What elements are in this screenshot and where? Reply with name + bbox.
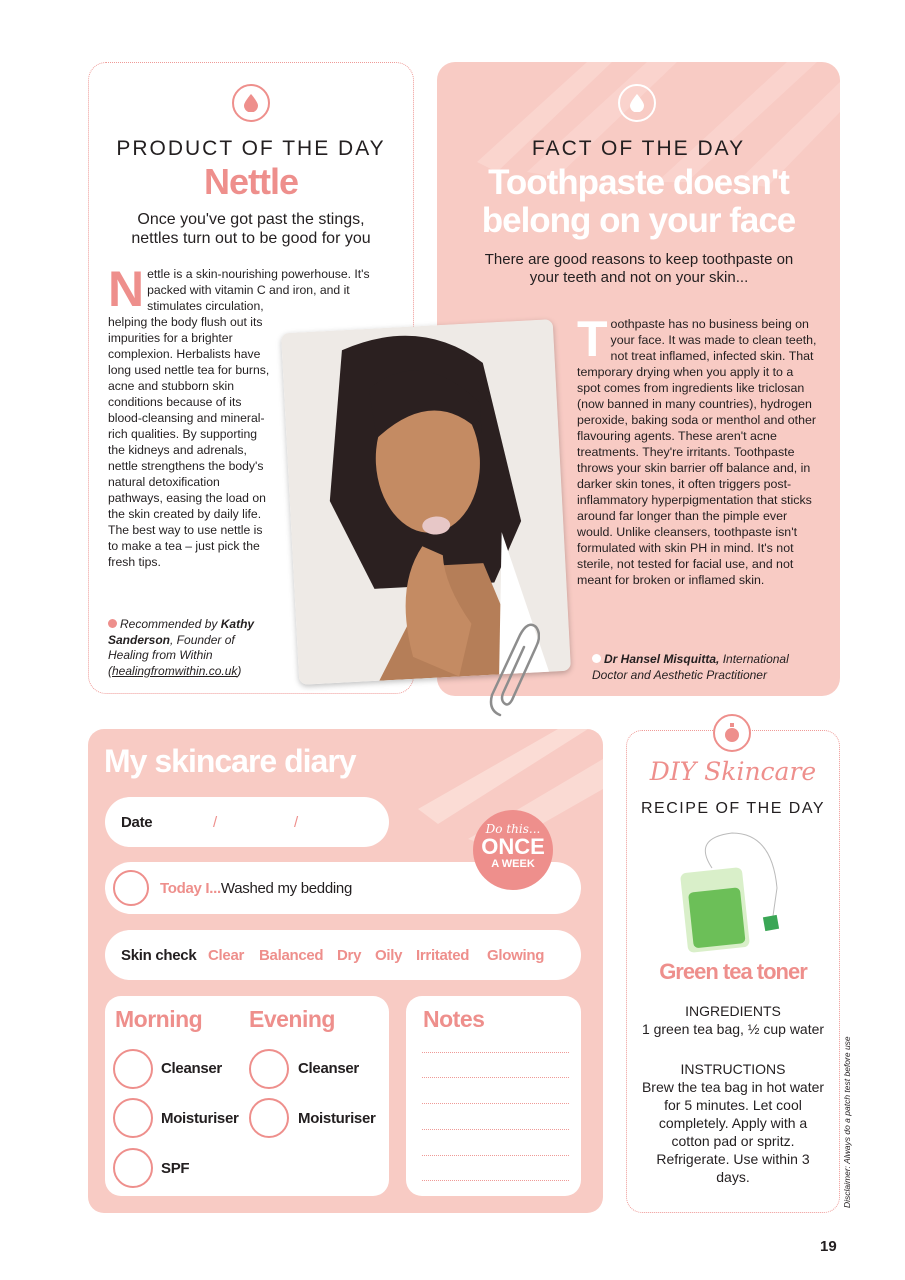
morning-item: SPF — [161, 1160, 190, 1177]
evening-cleanser-checkbox[interactable] — [249, 1049, 289, 1089]
fact-deck: There are good reasons to keep toothpaste on your teeth and not on your skin... — [484, 251, 794, 286]
skin-option-oily[interactable]: Oily — [375, 947, 403, 964]
fact-body — [577, 311, 819, 588]
paperclip-icon — [480, 615, 540, 725]
bullet-dot-icon — [108, 619, 117, 628]
instructions-label: INSTRUCTIONS — [680, 1061, 786, 1077]
today-value: Washed my bedding — [220, 880, 352, 897]
droplet-icon — [232, 84, 270, 122]
badge-line3: A WEEK — [491, 858, 535, 870]
date-separator: / — [213, 814, 218, 831]
evening-item: Moisturiser — [298, 1110, 376, 1127]
product-dropcap: N — [108, 261, 145, 317]
instructions-text: Brew the tea bag in hot water for 5 minutes. Let cool completely. Apply with a cotton pad or spritz. Refrigerate. Use within 3 days. — [641, 1079, 825, 1185]
fact-title-line1: Toothpaste doesn't — [488, 163, 789, 202]
product-kicker: PRODUCT OF THE DAY — [116, 137, 386, 160]
morning-item: Moisturiser — [161, 1110, 239, 1127]
today-checkbox[interactable] — [113, 870, 149, 906]
notes-heading: Notes — [423, 1006, 485, 1032]
note-line — [422, 1103, 569, 1104]
fact-title-line2: belong on your face — [481, 201, 796, 240]
recipe-kicker: RECIPE OF THE DAY — [640, 800, 826, 817]
note-line — [422, 1077, 569, 1078]
fact-dropcap: T — [577, 311, 608, 367]
once-a-week-badge — [473, 810, 553, 890]
product-deck: Once you've got past the stings, nettles turn out to be good for you — [131, 211, 371, 247]
today-text — [160, 880, 352, 897]
diary-title: My skincare diary — [104, 743, 356, 779]
bullet-dot-icon — [592, 654, 601, 663]
product-title: Nettle — [203, 161, 299, 202]
fact-kicker: FACT OF THE DAY — [531, 137, 746, 160]
fact-body-text: oothpaste has no business being on your face. It was made to clean teeth, not treat inflamed, infected skin. That temporary drying when you apply it to a spot comes from ingredients like triclosan (now banned in many countries), hydrogen peroxide, baking soda or menthol and other flavouring agents. These aren't acne treatments. They're irritants. Toothpaste throws your skin barrier off balance and, in darker skin tones, it often triggers post-inflammatory hyperpigmentation that sticks around far longer than the pimple ever would. Unlike cleansers, toothpaste isn't formulated with skin PH in mind. It's not sterile, not tested for facial use, and not meant for broken or inflamed skin. — [577, 317, 817, 587]
skin-option-dry[interactable]: Dry — [337, 947, 362, 964]
droplet-icon — [618, 84, 656, 122]
evening-heading: Evening — [249, 1006, 335, 1032]
perfume-bottle-icon — [713, 714, 751, 752]
morning-heading: Morning — [115, 1006, 203, 1032]
note-line — [422, 1052, 569, 1053]
date-separator: / — [294, 814, 299, 831]
badge-line2: ONCE — [481, 834, 545, 859]
note-line — [422, 1129, 569, 1130]
morning-spf-checkbox[interactable] — [113, 1148, 153, 1188]
note-line — [422, 1180, 569, 1181]
date-label: Date — [121, 814, 153, 831]
morning-moisturiser-checkbox[interactable] — [113, 1098, 153, 1138]
fact-title — [437, 164, 840, 240]
fact-credit — [592, 652, 822, 683]
product-credit: Recommended by Kathy Sanderson, Founder of Healing from Within (healingfromwithin.co.uk) — [108, 617, 255, 678]
diy-skincare-script: DIY Skincare — [649, 757, 817, 786]
skin-check-label: Skin check — [121, 947, 197, 964]
page-number: 19 — [820, 1238, 837, 1255]
recipe-title: Green tea toner — [659, 959, 807, 984]
evening-moisturiser-checkbox[interactable] — [249, 1098, 289, 1138]
ingredients-label: INGREDIENTS — [685, 1003, 781, 1019]
today-label: Today I... — [160, 880, 221, 897]
skin-option-irritated[interactable]: Irritated — [416, 947, 470, 964]
skin-option-glowing[interactable]: Glowing — [487, 947, 545, 964]
credit-name: Dr Hansel Misquitta, — [604, 652, 720, 666]
evening-item: Cleanser — [298, 1060, 359, 1077]
disclaimer: Disclaimer: Always do a patch test before use — [842, 1036, 852, 1208]
credit-role: , Founder of Healing from Within — [108, 632, 235, 662]
morning-item: Cleanser — [161, 1060, 222, 1077]
credit-prefix: Recommended by — [120, 617, 218, 631]
tea-bag-icon — [672, 828, 802, 958]
skin-option-clear[interactable]: Clear — [208, 947, 245, 964]
skin-option-balanced[interactable]: Balanced — [259, 947, 324, 964]
credit-role: International Doctor and Aesthetic Practitioner — [592, 652, 789, 682]
notes-box[interactable] — [406, 996, 581, 1196]
ingredients-text: 1 green tea bag, ½ cup water — [641, 1021, 825, 1037]
product-body-text: ettle is a skin-nourishing powerhouse. It's packed with vitamin C and iron, and it stimulates circulation, helping the body flush out its impurities for a brighter complexion. Herbalists have long used nettle tea for burns, acne and stubborn skin conditions because of its blood-cleansing and mineral-rich qualities. By supporting the kidneys and adrenals, nettle strengthens the body's natural detoxification pathways, easing the load on the skin created by daily life. The best way to use nettle is to make a tea – just pick the fresh tips. — [108, 267, 370, 569]
credit-name: Kathy Sanderson — [108, 617, 255, 647]
note-line — [422, 1155, 569, 1156]
credit-link[interactable]: healingfromwithin.co.uk — [112, 663, 238, 678]
badge-line1: Do this... — [485, 822, 541, 836]
morning-cleanser-checkbox[interactable] — [113, 1049, 153, 1089]
